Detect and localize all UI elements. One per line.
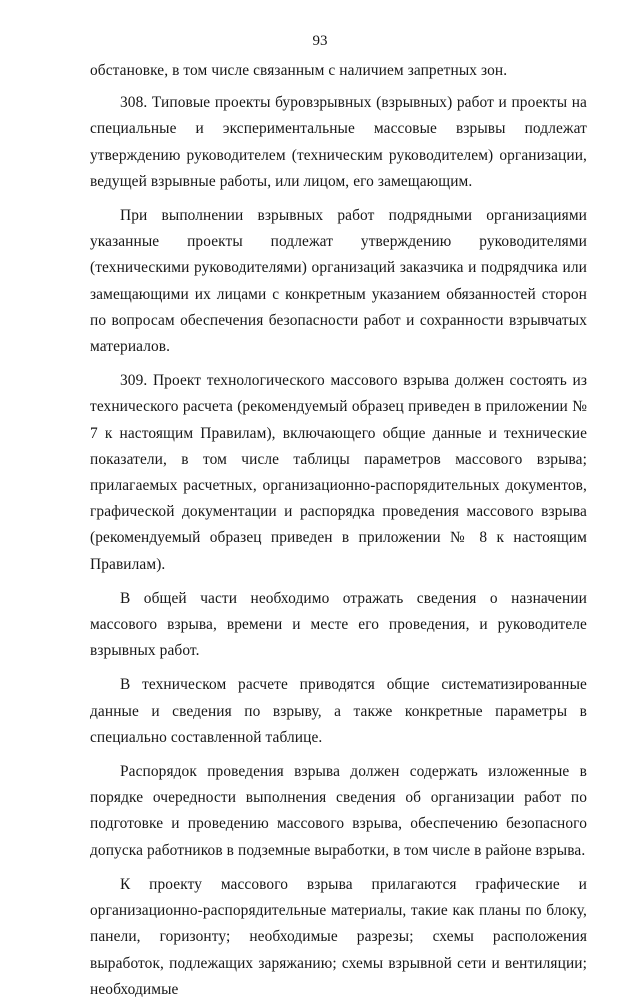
paragraph-attachments: К проекту массового взрыва прилагаются графические и организационно-распорядительные материалы, такие как планы по блоку, панели, горизонту; необходимые разрезы; схемы расположения выработок, подлежащих заряжанию; схемы взрывной сети и вентиляции; необходимые (90, 875, 587, 998)
paragraph-contractor-approval: При выполнении взрывных работ подрядными организациями указанные проекты подлежат утверждению руководителями (техническими руководителями) организаций заказчика и подрядчика или замещающими их лицами с конкретным указанием обязанностей сторон по вопросам обеспечения безопасности работ и сохранности взрывчатых материалов. (90, 207, 587, 356)
document-body (90, 58, 587, 1003)
page-number: 93 (312, 33, 328, 49)
paragraph-general-part: В общей части необходимо отражать сведения о назначении массового взрыва, времени и месте его проведения, и руководителе взрывных работ. (90, 589, 587, 660)
paragraph-technical-calculation: В техническом расчете приводятся общие систематизированные данные и сведения по взрыву, а также конкретные параметры в специально составленной таблице. (90, 676, 587, 746)
paragraph-blast-schedule: Распорядок проведения взрыва должен содержать изложенные в порядке очередности выполнения сведения об организации работ по подготовке и проведению массового взрыва, обеспечению безопасного допуска работников в подземные выработки, в том числе в районе взрыва. (90, 763, 587, 859)
paragraph-308: 308. Типовые проекты буровзрывных (взрывных) работ и проекты на специальные и экспериментальные массовые взрывы подлежат утверждению руководителем (техническим руководителем) организации, ведущей взрывные работы, или лицом, его замещающим. (90, 94, 587, 190)
paragraph-309: 309. Проект технологического массового взрыва должен состоять из технического расчета (рекомендуемый образец приведен в приложении № 7 к настоящим Правилам), включающего общие данные и технические показатели, в том числе таблицы параметров массового взрыва; прилагаемых расчетных, организационно-распорядительных документов, графической документации и распорядка проведения массового взрыва (рекомендуемый образец приведен в приложении № 8 к настоящим Правилам). (90, 372, 587, 573)
paragraph-continuation: обстановке, в том числе связанным с наличием запретных зон. (90, 62, 508, 79)
